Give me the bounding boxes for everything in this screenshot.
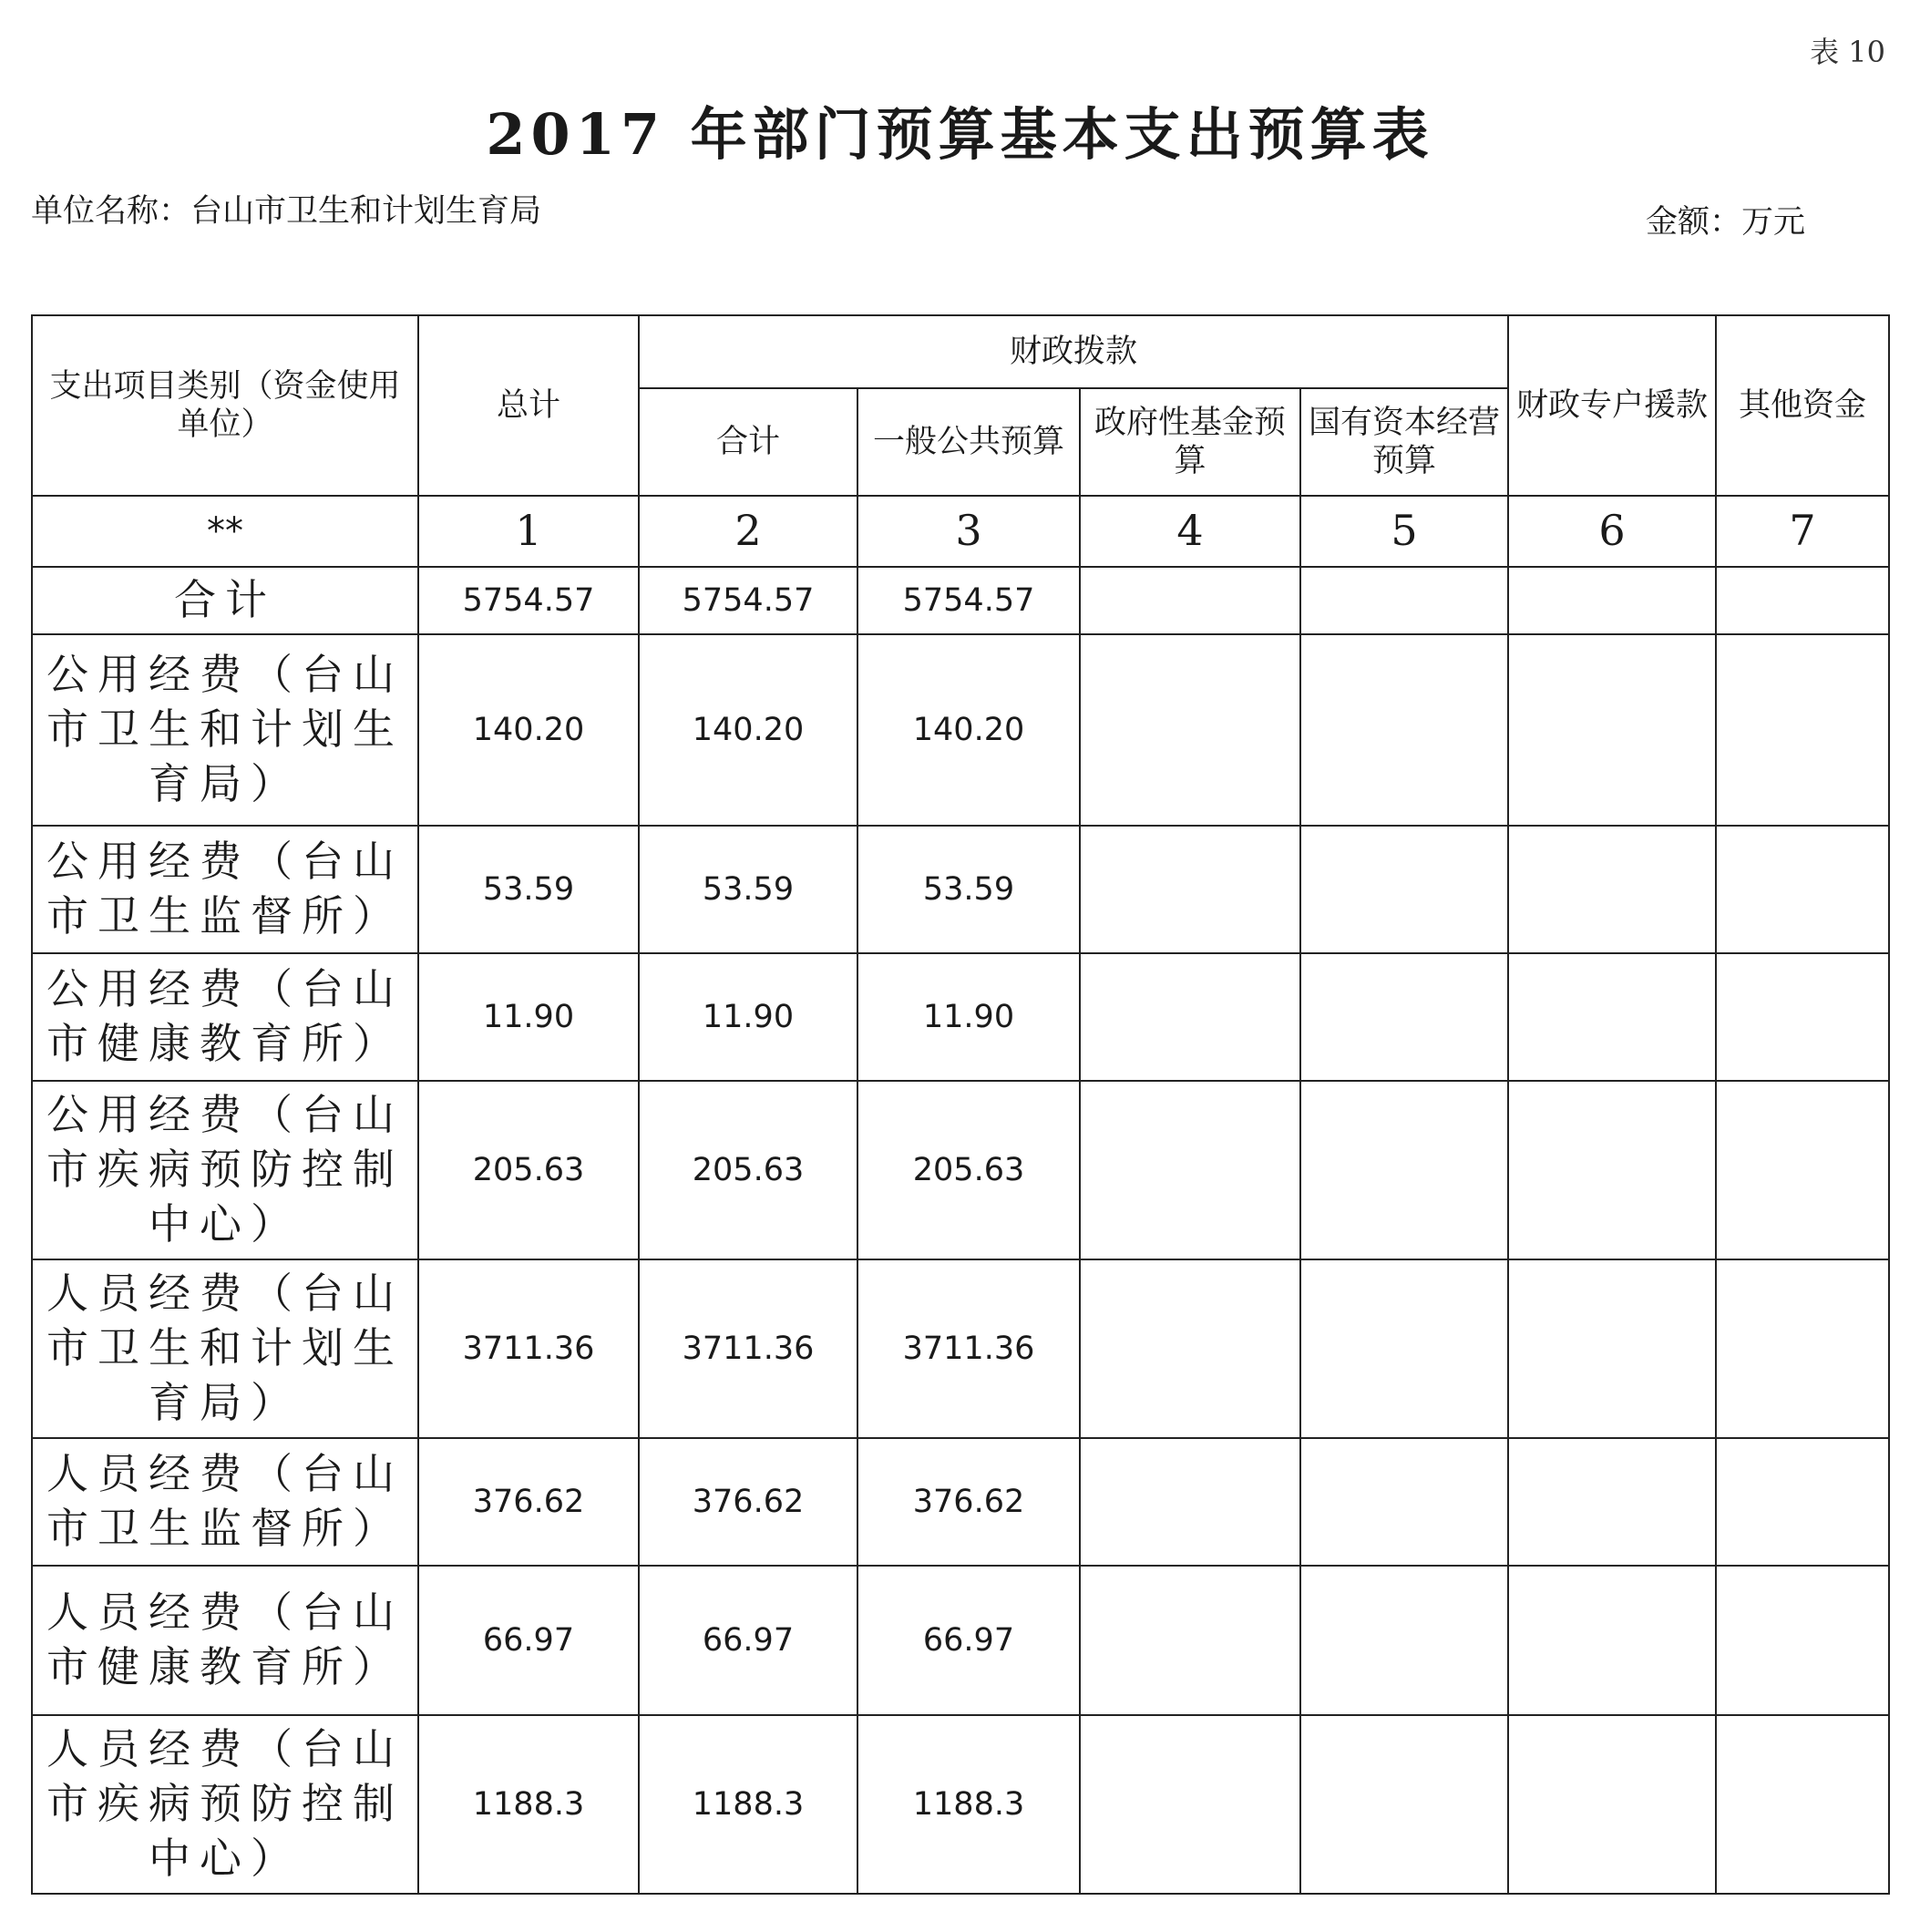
- table-row: [32, 826, 1889, 953]
- empty-cell: [1300, 567, 1508, 634]
- empty-cell: [1716, 1081, 1889, 1259]
- index-cell: 3: [857, 496, 1080, 567]
- total-total: 5754.57: [418, 567, 639, 634]
- empty-cell: [1300, 826, 1508, 953]
- empty-cell: [1508, 1081, 1716, 1259]
- empty-cell: [1300, 953, 1508, 1081]
- budget-table: [31, 314, 1890, 1895]
- empty-cell: [1080, 634, 1300, 826]
- index-row: [32, 496, 1889, 567]
- index-cell: 6: [1508, 496, 1716, 567]
- empty-cell: [1716, 1715, 1889, 1894]
- table-row: [32, 634, 1889, 826]
- index-cell: 2: [639, 496, 857, 567]
- row-label: 公用经费（台山市卫生和计划生育局）: [32, 634, 418, 826]
- table-row: [32, 1259, 1889, 1438]
- row-label: 人员经费（台山市健康教育所）: [32, 1566, 418, 1715]
- empty-cell: [1080, 826, 1300, 953]
- row-subtotal: 3711.36: [639, 1259, 857, 1438]
- row-subtotal: 11.90: [639, 953, 857, 1081]
- row-label: 公用经费（台山市卫生监督所）: [32, 826, 418, 953]
- header-state-capital: 国有资本经营预算: [1300, 388, 1508, 496]
- unit-name: 单位名称：台山市卫生和计划生育局: [31, 193, 542, 230]
- empty-cell: [1508, 826, 1716, 953]
- header-gov-fund: 政府性基金预算: [1080, 388, 1300, 496]
- row-total: 376.62: [418, 1438, 639, 1566]
- table-row: [32, 1438, 1889, 1566]
- empty-cell: [1508, 1438, 1716, 1566]
- row-label: 人员经费（台山市疾病预防控制中心）: [32, 1715, 418, 1894]
- row-total: 140.20: [418, 634, 639, 826]
- empty-cell: [1716, 953, 1889, 1081]
- row-subtotal: 1188.3: [639, 1715, 857, 1894]
- empty-cell: [1300, 1566, 1508, 1715]
- row-subtotal: 376.62: [639, 1438, 857, 1566]
- index-cell: 1: [418, 496, 639, 567]
- row-subtotal: 205.63: [639, 1081, 857, 1259]
- row-label: 公用经费（台山市健康教育所）: [32, 953, 418, 1081]
- empty-cell: [1716, 826, 1889, 953]
- empty-cell: [1080, 953, 1300, 1081]
- table-row: [32, 953, 1889, 1081]
- row-total: 53.59: [418, 826, 639, 953]
- header-subtotal: 合计: [639, 388, 857, 496]
- empty-cell: [1508, 953, 1716, 1081]
- table-row: [32, 1715, 1889, 1894]
- empty-cell: [1080, 1715, 1300, 1894]
- empty-cell: [1716, 634, 1889, 826]
- empty-cell: [1080, 1259, 1300, 1438]
- empty-cell: [1300, 1081, 1508, 1259]
- row-label: 人员经费（台山市卫生监督所）: [32, 1438, 418, 1566]
- index-cell: 4: [1080, 496, 1300, 567]
- empty-cell: [1300, 1715, 1508, 1894]
- empty-cell: [1508, 1566, 1716, 1715]
- empty-cell: [1508, 1715, 1716, 1894]
- table-row: [32, 1566, 1889, 1715]
- total-subtotal: 5754.57: [639, 567, 857, 634]
- row-label: 公用经费（台山市疾病预防控制中心）: [32, 1081, 418, 1259]
- header-special: 财政专户援款: [1508, 315, 1716, 496]
- empty-cell: [1080, 1081, 1300, 1259]
- header-other: 其他资金: [1716, 315, 1889, 496]
- empty-cell: [1716, 1566, 1889, 1715]
- page-title: 2017 年部门预算基本支出预算表: [486, 101, 1434, 168]
- header-fiscal-group: 财政拨款: [639, 315, 1508, 388]
- empty-cell: [1508, 634, 1716, 826]
- row-general: 53.59: [857, 826, 1080, 953]
- row-total: 11.90: [418, 953, 639, 1081]
- row-total: 3711.36: [418, 1259, 639, 1438]
- empty-cell: [1508, 1259, 1716, 1438]
- row-general: 376.62: [857, 1438, 1080, 1566]
- empty-cell: [1080, 1566, 1300, 1715]
- row-general: 66.97: [857, 1566, 1080, 1715]
- index-cell: 5: [1300, 496, 1508, 567]
- row-general: 205.63: [857, 1081, 1080, 1259]
- row-total: 1188.3: [418, 1715, 639, 1894]
- row-label: 人员经费（台山市卫生和计划生育局）: [32, 1259, 418, 1438]
- row-total: 66.97: [418, 1566, 639, 1715]
- empty-cell: [1716, 567, 1889, 634]
- empty-cell: [1080, 1438, 1300, 1566]
- empty-cell: [1716, 1259, 1889, 1438]
- row-general: 11.90: [857, 953, 1080, 1081]
- row-subtotal: 66.97: [639, 1566, 857, 1715]
- unit-info: [31, 186, 1805, 241]
- row-subtotal: 140.20: [639, 634, 857, 826]
- table-number: 表 10: [1810, 35, 1885, 69]
- empty-cell: [1300, 1438, 1508, 1566]
- index-cell: 7: [1716, 496, 1889, 567]
- header-general: 一般公共预算: [857, 388, 1080, 496]
- empty-cell: [1716, 1438, 1889, 1566]
- empty-cell: [1508, 567, 1716, 634]
- row-total: 205.63: [418, 1081, 639, 1259]
- empty-cell: [1300, 1259, 1508, 1438]
- table-row: [32, 1081, 1889, 1259]
- amount-unit: 金额：万元: [1645, 204, 1805, 241]
- row-general: 3711.36: [857, 1259, 1080, 1438]
- total-general: 5754.57: [857, 567, 1080, 634]
- header-category: 支出项目类别（资金使用单位）: [32, 315, 418, 496]
- row-general: 140.20: [857, 634, 1080, 826]
- empty-cell: [1300, 634, 1508, 826]
- total-row: [32, 567, 1889, 634]
- header-total: 总计: [418, 315, 639, 496]
- empty-cell: [1080, 567, 1300, 634]
- total-label: 合计: [32, 567, 418, 634]
- row-subtotal: 53.59: [639, 826, 857, 953]
- row-general: 1188.3: [857, 1715, 1080, 1894]
- index-cell: **: [32, 496, 418, 567]
